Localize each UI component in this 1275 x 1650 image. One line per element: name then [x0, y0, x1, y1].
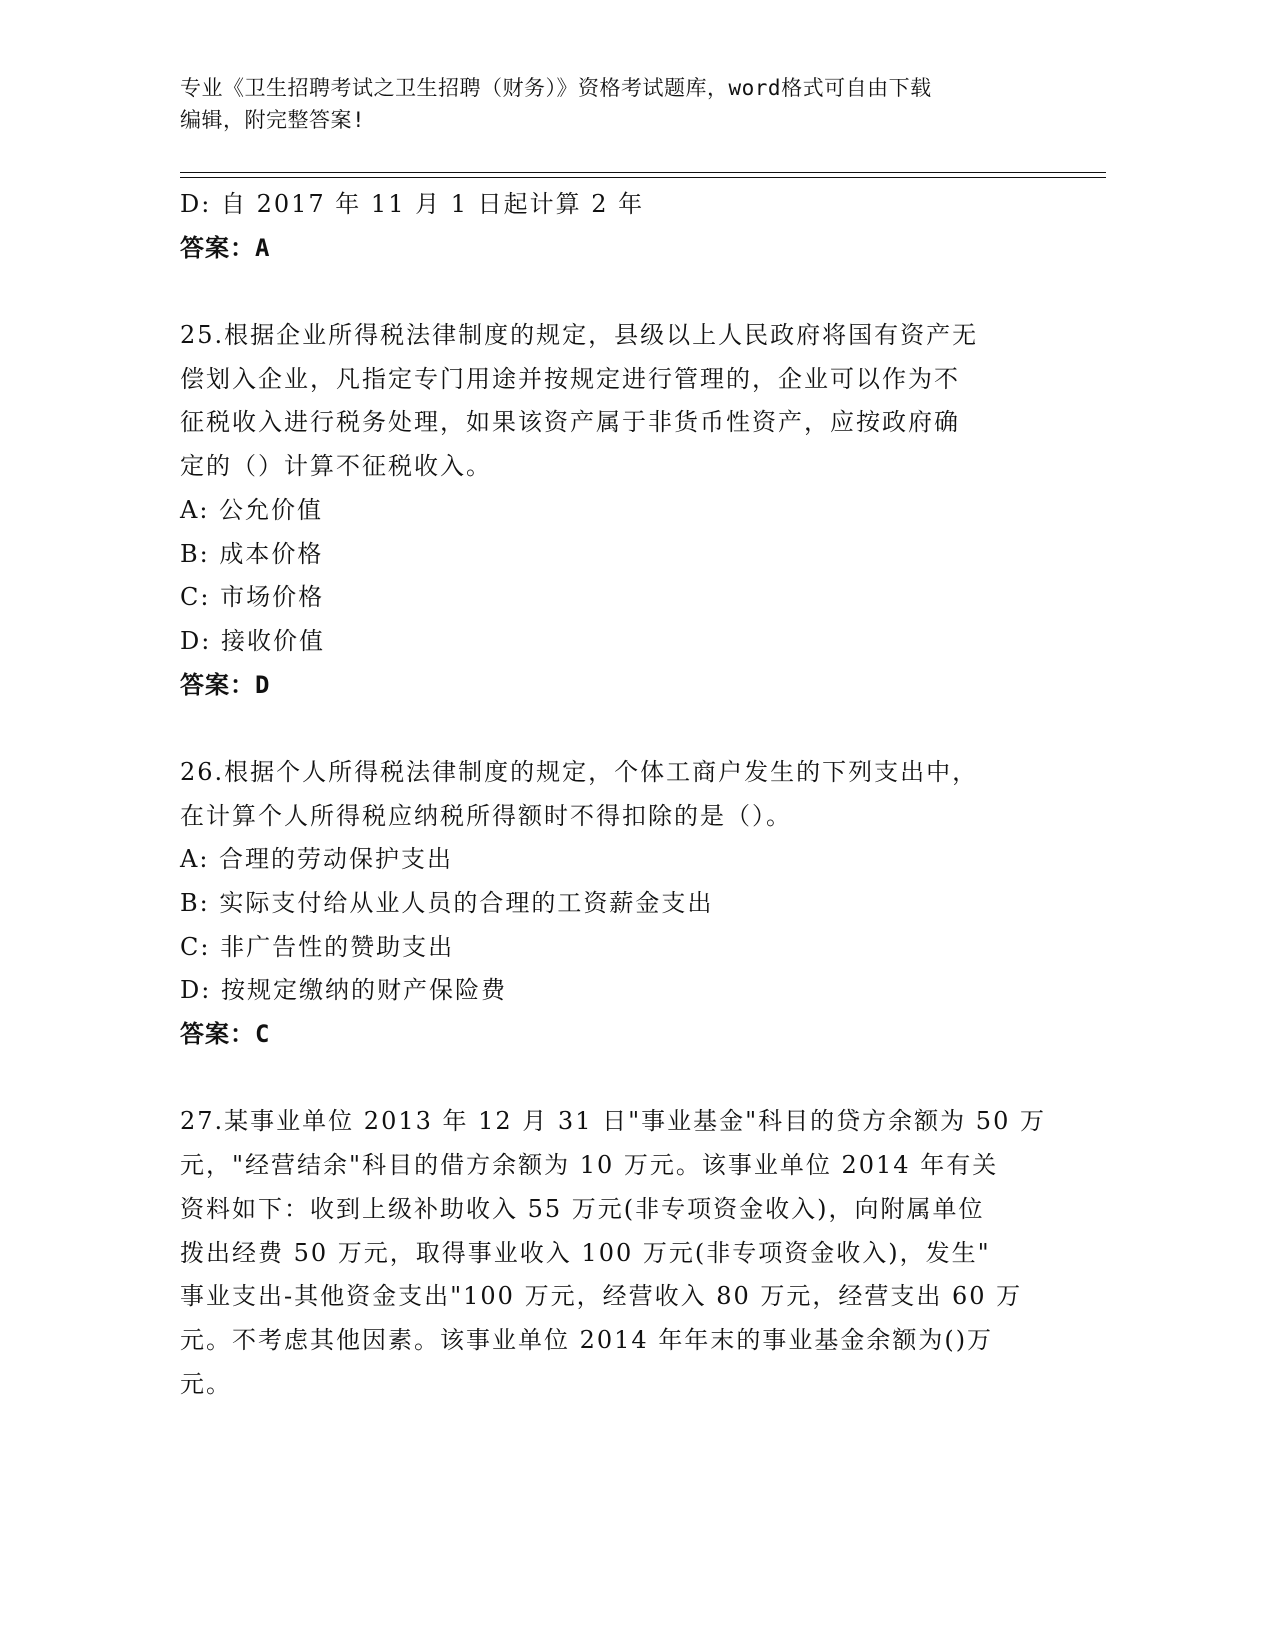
- question-27: [180, 1100, 1080, 1406]
- spacer: [180, 270, 1080, 314]
- question-26-option-d: D: 按规定缴纳的财产保险费: [180, 976, 507, 1005]
- question-26-option-b: B: 实际支付给从业人员的合理的工资薪金支出: [180, 889, 714, 917]
- document-header: [180, 72, 1060, 136]
- question-26-answer: 答案：C: [180, 1020, 271, 1049]
- question-25: [180, 314, 1080, 707]
- question-body: [180, 183, 1080, 1406]
- prev-answer: 答案：A: [180, 233, 271, 262]
- spacer: [180, 707, 1080, 751]
- question-25-option-a: A: 公允价值: [180, 495, 324, 524]
- question-25-option-c: C: 市场价格: [180, 583, 325, 612]
- question-27-line: 元。: [180, 1369, 232, 1398]
- question-26-option-a: A: 合理的劳动保护支出: [180, 845, 454, 874]
- header-rule-bottom: [180, 177, 1106, 178]
- question-27-line: 元。不考虑其他因素。该事业单位 2014 年年末的事业基金余额为()万: [180, 1325, 994, 1354]
- question-26: [180, 751, 1080, 1057]
- question-26-option-c: C: 非广告性的赞助支出: [180, 932, 455, 961]
- question-25-line: 定的（）计算不征税收入。: [180, 452, 492, 481]
- question-25-answer: 答案：D: [180, 670, 271, 699]
- question-27-line: 资料如下：收到上级补助收入 55 万元(非专项资金收入)，向附属单位: [180, 1194, 985, 1223]
- header-line-2: 编辑，附完整答案!: [180, 108, 366, 132]
- question-27-line: 元，"经营结余"科目的借方余额为 10 万元。该事业单位 2014 年有关: [180, 1151, 999, 1180]
- question-27-line: 拨出经费 50 万元，取得事业收入 100 万元(非专项资金收入)，发生": [180, 1238, 991, 1267]
- question-26-line: 在计算个人所得税应纳税所得额时不得扣除的是（）。: [180, 801, 792, 830]
- question-25-option-b: B: 成本价格: [180, 539, 324, 568]
- spacer: [180, 1057, 1080, 1101]
- question-25-line: 偿划入企业，凡指定专门用途并按规定进行管理的，企业可以作为不: [180, 364, 960, 393]
- question-27-line: 事业支出-其他资金支出"100 万元，经营收入 80 万元，经营支出 60 万: [180, 1282, 1023, 1311]
- question-25-option-d: D: 接收价值: [180, 626, 325, 655]
- header-rule-top: [180, 172, 1106, 173]
- question-27-line: 27.某事业单位 2013 年 12 月 31 日"事业基金"科目的贷方余额为 50 万: [180, 1107, 1046, 1136]
- header-line-1: 专业《卫生招聘考试之卫生招聘（财务）》资格考试题库，word格式可自由下载: [180, 76, 932, 100]
- question-25-line: 25.根据企业所得税法律制度的规定，县级以上人民政府将国有资产无: [180, 321, 979, 350]
- question-25-line: 征税收入进行税务处理，如果该资产属于非货币性资产，应按政府确: [180, 408, 960, 437]
- prev-option-d: D: 自 2017 年 11 月 1 日起计算 2 年: [180, 190, 645, 218]
- question-26-line: 26.根据个人所得税法律制度的规定，个体工商户发生的下列支出中，: [180, 757, 979, 786]
